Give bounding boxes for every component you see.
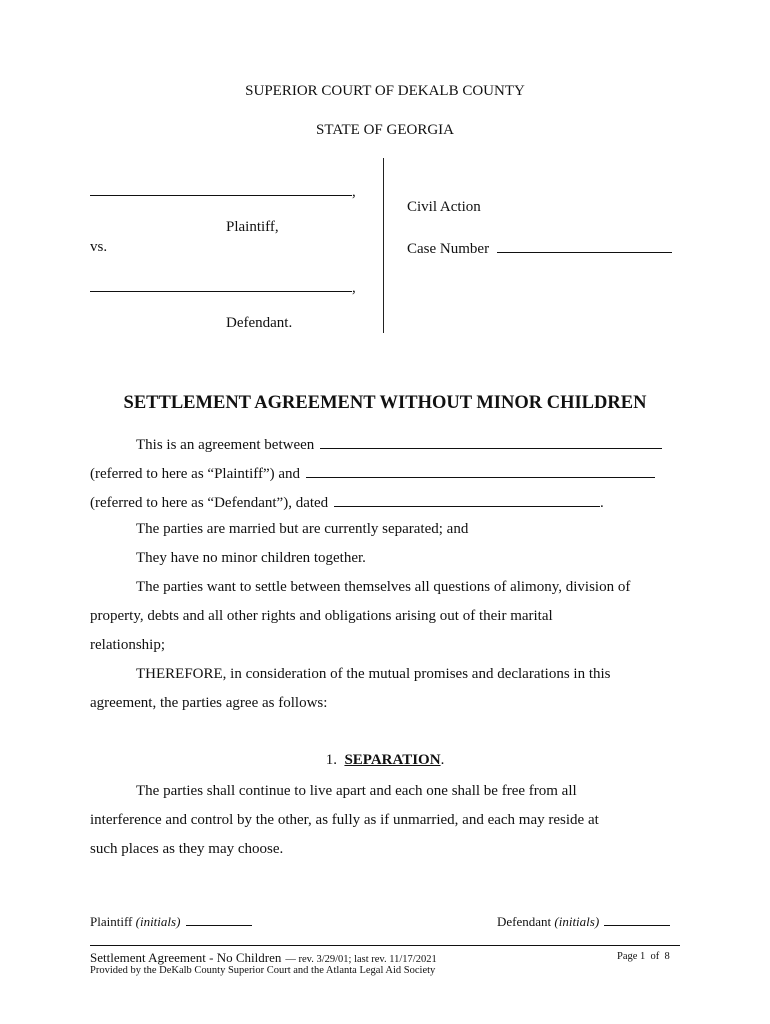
separation-line-3: such places as they may choose. — [90, 841, 284, 857]
footer-rule — [90, 945, 680, 946]
plaintiff-name-line[interactable] — [90, 181, 352, 196]
defendant-initials-field[interactable] — [497, 913, 670, 930]
page-total: 8 — [664, 951, 670, 962]
agreement-between-text: This is an agreement between — [136, 437, 315, 453]
document-title: SETTLEMENT AGREEMENT WITHOUT MINOR CHILDREN — [123, 393, 647, 413]
married-statement: The parties are married but are currently separated; and — [136, 521, 469, 537]
defendant-reference-text: (referred to here as “Defendant”), dated — [90, 495, 329, 511]
footer-form-name: Settlement Agreement - No Children — [90, 950, 282, 965]
defendant-initials-label: Defendant — [497, 914, 552, 929]
plaintiff-reference-line — [90, 463, 655, 483]
plaintiff-name-field[interactable] — [90, 181, 356, 201]
state-name: STATE OF GEORGIA — [316, 122, 454, 138]
plaintiff-party-field[interactable] — [320, 434, 662, 449]
defendant-name-line[interactable] — [90, 277, 352, 292]
case-number-label: Case Number — [407, 241, 490, 257]
page-of: of — [650, 951, 660, 962]
plaintiff-initials-line[interactable] — [186, 913, 252, 926]
caption-divider — [383, 158, 384, 333]
defendant-initials-line[interactable] — [604, 913, 670, 926]
separation-line-1: The parties shall continue to live apart and each one shall be free from all — [136, 783, 577, 799]
case-number-line[interactable] — [497, 238, 672, 253]
plaintiff-reference-text: (referred to here as “Plaintiff”) and — [90, 466, 301, 482]
defendant-name-field[interactable] — [90, 277, 356, 297]
section-heading — [0, 752, 770, 769]
defendant-comma: , — [352, 280, 356, 296]
plaintiff-initials-field[interactable] — [90, 913, 252, 930]
case-number-field[interactable] — [407, 238, 672, 258]
defendant-reference-line — [90, 492, 604, 512]
page-indicator — [617, 951, 670, 962]
section-number: 1. — [325, 752, 337, 768]
therefore-line-1: THEREFORE, in consideration of the mutual promises and declarations in this — [136, 666, 611, 682]
settle-statement-line-3: relationship; — [90, 637, 165, 653]
no-children-statement: They have no minor children together. — [136, 550, 366, 566]
settle-statement-line-2: property, debts and all other rights and obligations arising out of their marital — [90, 608, 553, 624]
date-field[interactable] — [334, 492, 600, 507]
therefore-line-2: agreement, the parties agree as follows: — [90, 695, 328, 711]
defendant-label: Defendant. — [226, 315, 293, 331]
civil-action-label: Civil Action — [407, 199, 481, 215]
plaintiff-initials-word: (initials) — [135, 914, 181, 929]
page-current: 1 — [640, 951, 646, 962]
plaintiff-initials-label: Plaintiff — [90, 914, 133, 929]
versus-label: vs. — [90, 239, 108, 255]
footer-provided-by: Provided by the DeKalb County Superior Court and the Atlanta Legal Aid Society — [90, 965, 436, 976]
footer-revision: — rev. 3/29/01; last rev. 11/17/2021 — [285, 954, 437, 965]
section-title: SEPARATION — [344, 752, 441, 768]
section-period: . — [440, 752, 445, 768]
plaintiff-comma: , — [352, 184, 356, 200]
court-name: SUPERIOR COURT OF DEKALB COUNTY — [245, 83, 525, 99]
defendant-initials-word: (initials) — [554, 914, 600, 929]
settle-statement-line-1: The parties want to settle between themselves all questions of alimony, division of — [136, 579, 631, 595]
defendant-party-field[interactable] — [306, 463, 655, 478]
plaintiff-label: Plaintiff, — [226, 219, 279, 235]
agreement-between-line — [136, 434, 662, 454]
page-label: Page — [617, 951, 638, 962]
date-period: . — [599, 495, 604, 511]
separation-line-2: interference and control by the other, as fully as if unmarried, and each may reside at — [90, 812, 599, 828]
